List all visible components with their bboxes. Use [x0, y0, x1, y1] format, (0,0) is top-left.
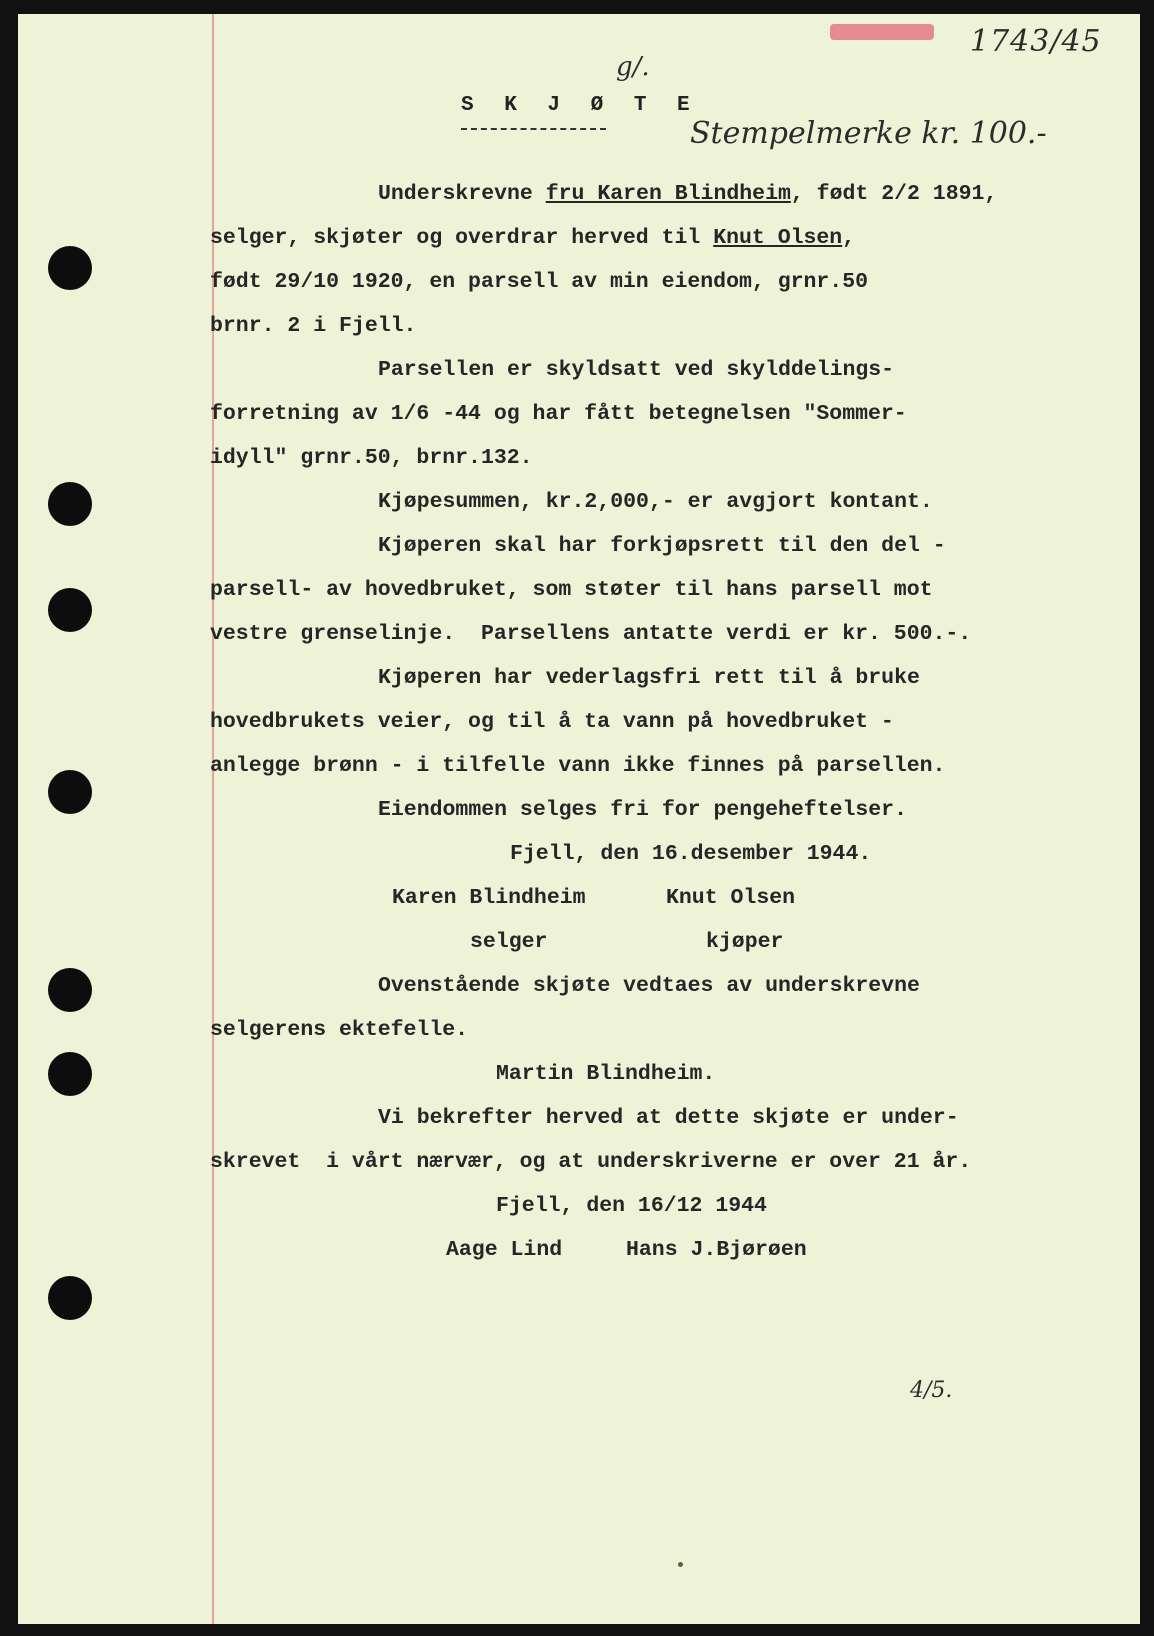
text-line: selgerens ektefelle. [210, 1018, 469, 1042]
punch-hole [48, 482, 92, 526]
text-line: skrevet i vårt nærvær, og at underskriverne er over 21 år. [210, 1150, 972, 1174]
text-line: Kjøpesummen, kr.2,000,- er avgjort kontant. [378, 490, 933, 514]
buyer-role: kjøper [706, 930, 784, 954]
ink-speck [678, 1562, 683, 1567]
text-line: brnr. 2 i Fjell. [210, 314, 417, 338]
punch-hole [48, 1052, 92, 1096]
witness-signature: Hans J.Bjørøen [626, 1238, 807, 1262]
buyer-name-underlined: Knut Olsen [713, 226, 843, 250]
text-line [210, 228, 855, 250]
title-underline [461, 128, 606, 130]
text-line: Parsellen er skyldsatt ved skylddelings- [378, 358, 895, 382]
spouse-signature: Martin Blindheim. [496, 1062, 716, 1086]
text-segment: , [842, 226, 856, 250]
text-line: Kjøperen skal har forkjøpsrett til den del - [378, 534, 946, 558]
document-title: S K J Ø T E [461, 94, 699, 117]
text-line: Vi bekrefter herved at dette skjøte er under- [378, 1106, 959, 1130]
stamp-duty-note: Stempelmerke kr. 100.- [690, 116, 1047, 151]
place-date-line: Fjell, den 16.desember 1944. [510, 842, 872, 866]
witness-signature: Aage Lind [446, 1238, 563, 1262]
text-segment: selger, skjøter og overdrar herved til [210, 226, 714, 250]
seller-role: selger [470, 930, 548, 954]
text-line: vestre grenselinje. Parsellens antatte verdi er kr. 500.-. [210, 622, 972, 646]
text-line: hovedbrukets veier, og til å ta vann på hovedbruket - [210, 710, 894, 734]
punch-hole [48, 1276, 92, 1320]
text-line: født 29/10 1920, en parsell av min eiendom, grnr.50 [210, 270, 869, 294]
seller-name-underlined: fru Karen Blindheim [545, 182, 791, 206]
text-segment: Underskrevne [378, 182, 546, 206]
document-page [18, 14, 1140, 1624]
text-line: Eiendommen selges fri for pengeheftelser. [378, 798, 907, 822]
handwritten-initial: 4/5. [910, 1378, 953, 1403]
text-line: parsell- av hovedbruket, som støter til hans parsell mot [210, 578, 933, 602]
text-line: forretning av 1/6 -44 og har fått betegnelsen "Sommer- [210, 402, 907, 426]
text-line [378, 184, 997, 206]
seller-signature: Karen Blindheim [392, 886, 586, 910]
buyer-signature: Knut Olsen [666, 886, 796, 910]
stamp-reference: 1743/45 [970, 24, 1102, 59]
text-line: anlegge brønn - i tilfelle vann ikke finnes på parsellen. [210, 754, 946, 778]
red-stamp [830, 24, 934, 40]
text-line: Ovenstående skjøte vedtaes av underskrevne [378, 974, 920, 998]
handwritten-initial: g/. [616, 52, 650, 82]
text-line: Kjøperen har vederlagsfri rett til å bruke [378, 666, 920, 690]
text-segment: , født 2/2 1891, [790, 182, 998, 206]
punch-hole [48, 588, 92, 632]
margin-line [212, 14, 214, 1624]
punch-hole [48, 246, 92, 290]
place-date-line: Fjell, den 16/12 1944 [496, 1194, 767, 1218]
punch-hole [48, 968, 92, 1012]
punch-hole [48, 770, 92, 814]
text-line: idyll" grnr.50, brnr.132. [210, 446, 533, 470]
